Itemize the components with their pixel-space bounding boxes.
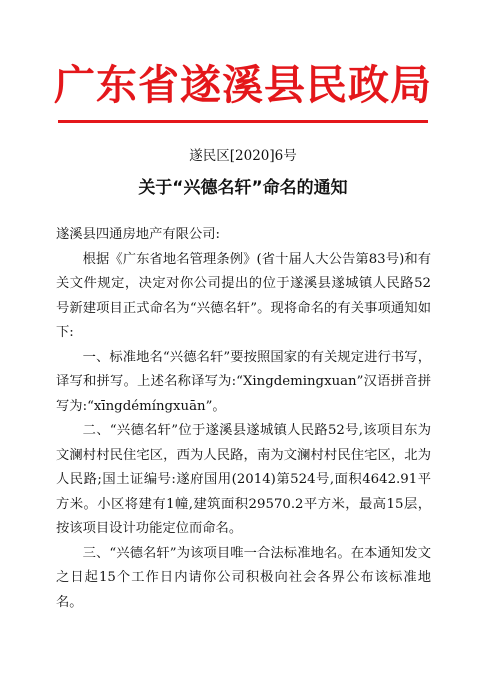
salutation: 遂溪县四通房地产有限公司:: [56, 227, 221, 242]
letterhead-title: 广东省遂溪县民政局: [54, 61, 432, 109]
paragraph-item-3: 三、“兴德名轩”为该项目唯一合法标准地名。在本通知发文之日起15个工作日内请你公司积极向社会各界公布该标准地名。: [56, 545, 431, 610]
letterhead-red-rule: [58, 120, 428, 123]
document-number: 遂民区[2020]6号: [189, 148, 297, 164]
paragraph-item-2: 二、“兴德名轩”位于遂溪县遂城镇人民路52号,该项目东为文澜村村民住宅区，西为人民路，南为文澜村村民住宅区，北为人民路;国土证编号:遂府国用(2014)第524号,面积4642.91平方米。小区将建有1幢,建筑面积29570.2平方米，最高15层，按该项目设计功能定位而命名。: [56, 423, 431, 536]
notice-title: 关于“兴德名轩”命名的通知: [138, 178, 348, 198]
paragraph-intro: 根据《广东省地名管理条例》(省十届人大公告第83号)和有关文件规定，决定对你公司提出的位于遂溪县遂城镇人民路52号新建项目正式命名为“兴德名轩”。现将命名的有关事项通知如下:: [56, 251, 431, 340]
paragraph-item-1: 一、标准地名“兴德名轩”要按照国家的有关规定进行书写，译写和拼写。上述名称译写为:“Xingdemingxuan”汉语拼音拼写为:“xīngdémíngxuān”。: [56, 349, 431, 414]
notice-body: [56, 223, 431, 615]
